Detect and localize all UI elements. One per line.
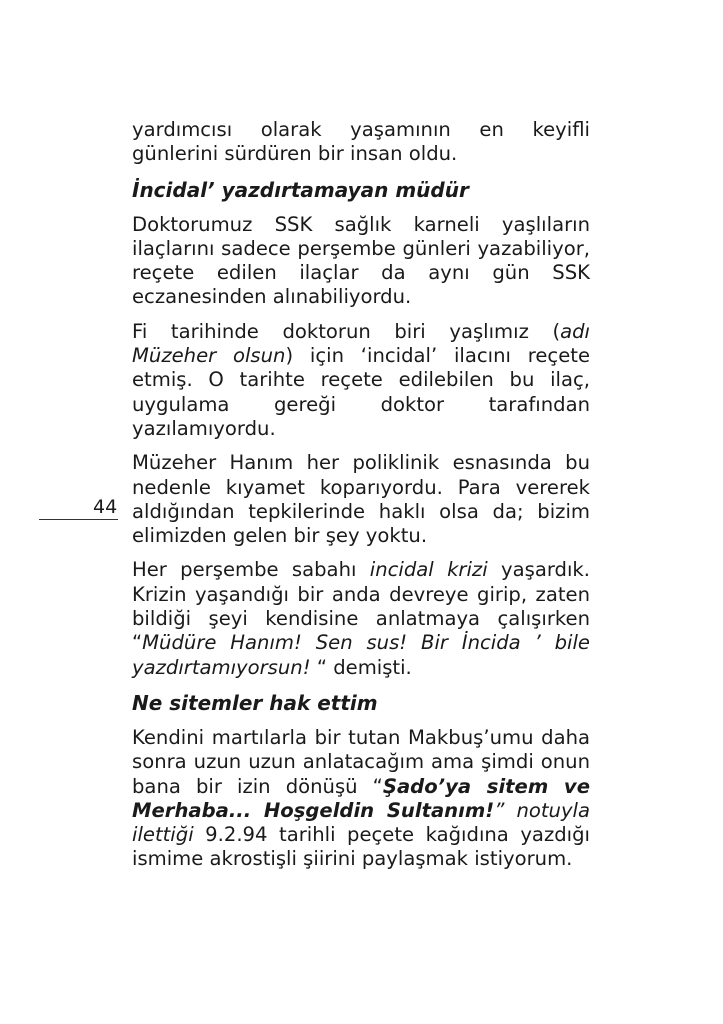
text-run: Kendini martılarla bir tutan Makbuş’umu daha sonra uzun uzun anlatacağım ama şimdi onun bana bir izin dönüşü “: [132, 725, 590, 798]
paragraph: [132, 558, 590, 679]
section-heading: İncidal’ yazdırtamayan müdür: [132, 177, 469, 202]
paragraph: Müzeher Hanım her poliklinik esnasında bu nedenle kıyamet koparıyordu. Para vererek aldığından tepkilerinde haklı olsa da; bizim elimizden gelen bir şey yoktu.: [132, 451, 590, 548]
body-text: [132, 118, 590, 882]
italic-run: ” notuyla ilettiği: [132, 798, 590, 847]
italic-run: incidal krizi: [369, 558, 488, 582]
text-run: Her perşembe sabahı: [132, 558, 370, 582]
paragraph: Doktorumuz SSK sağlık karneli yaşlıların ilaçlarını sadece perşembe günleri yazabiliyor, reçete edilen ilaçlar da aynı gün SSK eczanesinden alınabiliyordu.: [132, 212, 590, 309]
text-run: yaşardık. Krizin yaşandığı bir anda devreye girip, zaten bildiği şeyi kendisine anlatmaya çalışırken “: [132, 558, 590, 655]
section-heading: Ne sitemler hak ettim: [132, 690, 378, 715]
paragraph: yardımcısı olarak yaşamının en keyifli günlerini sürdüren bir insan oldu.: [132, 118, 590, 166]
text-run: ) için ‘incidal’ ilacını reçete etmiş. O tarihte reçete edilebilen bu ilaç, uygulama gereği doktor tarafından yazılamıyordu.: [132, 344, 590, 440]
paragraph: [132, 320, 590, 441]
italic-run: adı Müzeher olsun: [132, 319, 590, 368]
paragraph: [132, 726, 590, 872]
text-run: 9.2.94 tarihli peçete kağıdına yazdığı ismime akrostişli şiirini paylaşmak istiyorum.: [132, 823, 590, 871]
page-number: 44: [93, 496, 118, 518]
bold-italic-title: Şado’ya sitem ve Merhaba... Hoşgeldin Sultanım!: [132, 774, 590, 822]
italic-quote: Müdüre Hanım! Sen sus! Bir İncida ’ bile yazdırtamıyorsun!: [132, 631, 590, 679]
text-run: Fi tarihinde doktorun biri yaşlımız (: [132, 319, 561, 343]
text-run: “ demişti.: [310, 655, 412, 679]
margin-rule: [39, 519, 118, 520]
